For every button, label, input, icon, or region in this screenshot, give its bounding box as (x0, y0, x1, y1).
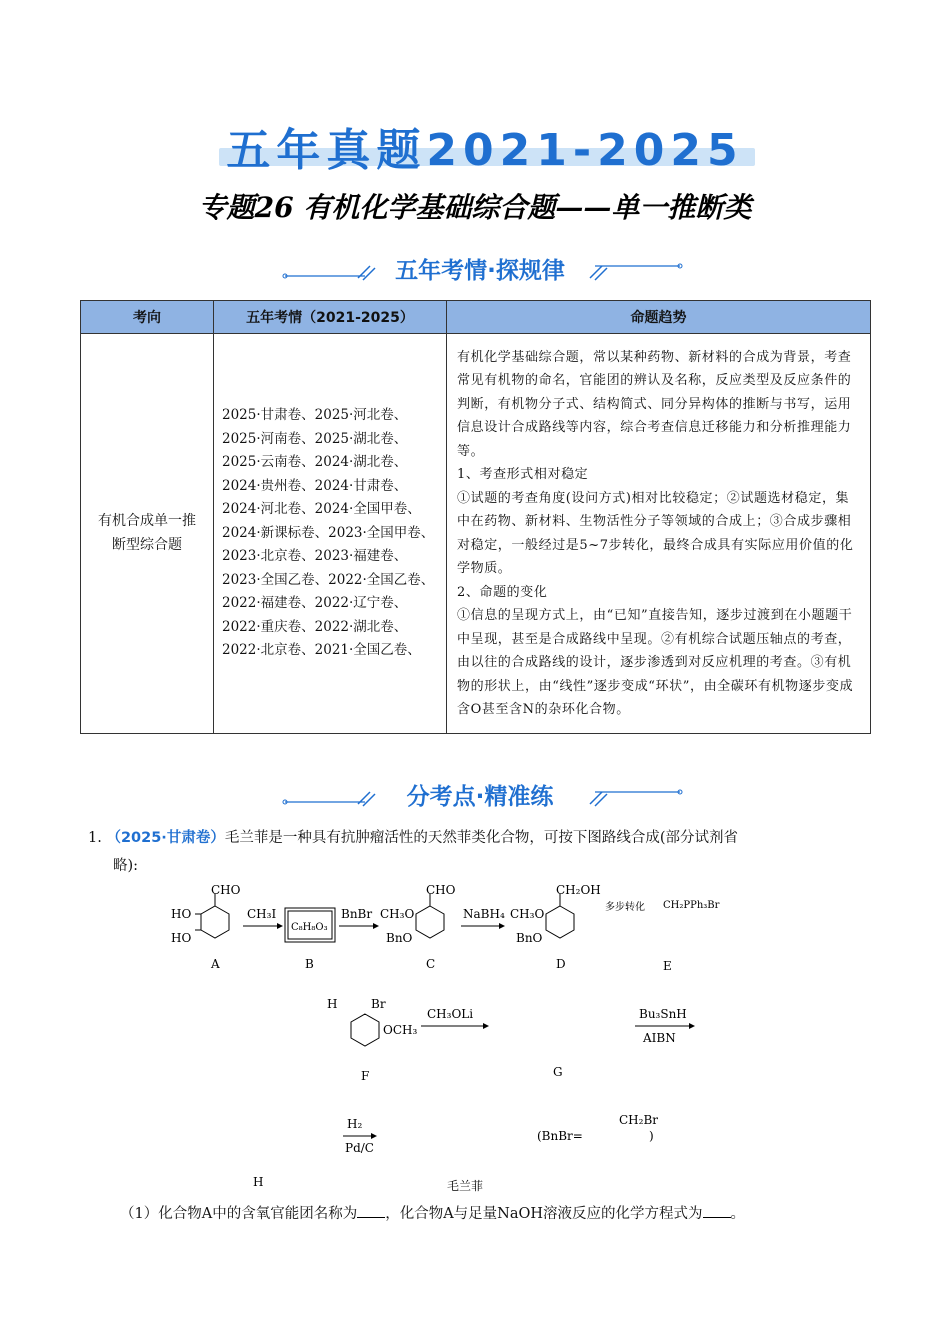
group-label: Br (371, 997, 386, 1011)
compound-A (171, 883, 241, 971)
compound-label: C (426, 957, 436, 971)
trend-para: ①信息的呈现方式上，由“已知”直接告知，逐步过渡到在小题题干中呈现，甚至是合成路线中呈现。②有机综合试题压轴点的考查，由以往的合成路线的设计，逐步渗透到对反应机理的考查。③有机物的形状上，由“线性”逐步变成“环状”，由全碳环有机物逐步变成含O甚至含N的杂环化合物。 (457, 608, 854, 717)
question-text: 毛兰菲是一种具有抗肿瘤活性的天然菲类化合物，可按下图路线合成(部分试剂省 (224, 830, 738, 846)
table-row (81, 334, 871, 734)
group-label: CH₂OH (556, 883, 601, 897)
trend-para: 2、命题的变化 (457, 584, 548, 600)
cell-trend (447, 334, 871, 734)
synthesis-scheme (165, 880, 725, 1200)
section-title: 五年考情·探规律 (395, 258, 565, 284)
group-label: CH₂Br (619, 1113, 659, 1127)
reagent-label: Pd/C (345, 1141, 374, 1155)
section-title: 分考点·精准练 (406, 784, 554, 810)
header-topic: 考向 (81, 301, 214, 334)
banner-text: 五年真题2021-2025 (226, 125, 744, 176)
compound-H (253, 1175, 263, 1189)
question-text-continued: 略): (113, 858, 139, 874)
group-label: BnO (516, 931, 543, 945)
group-label: H (327, 997, 338, 1011)
reagent-label: CH₃OLi (427, 1007, 474, 1021)
compound-D (510, 883, 601, 971)
arrow-4 (421, 1007, 489, 1029)
compound-label: E (663, 959, 672, 973)
compound-E-inline (605, 900, 720, 973)
reagent-label: AIBN (643, 1031, 676, 1045)
reagent-label: CH₃I (247, 907, 277, 921)
reagent-label: Bu₃SnH (639, 1007, 687, 1021)
group-label: HO (171, 931, 192, 945)
arrow-1 (243, 907, 283, 929)
group-label: BnO (386, 931, 413, 945)
compound-label: A (211, 957, 220, 971)
question-source: （2025·甘肃卷） (106, 830, 225, 846)
reagent-label: H₂ (347, 1117, 363, 1131)
group-label: (BnBr= (537, 1129, 583, 1143)
arrow-3 (461, 907, 505, 929)
group-label: HO (171, 907, 192, 921)
compound-B (285, 908, 335, 971)
answer-blank[interactable] (703, 1203, 731, 1218)
compound-label: H (253, 1175, 264, 1189)
reagent-label: 多步转化 (605, 902, 645, 913)
sub-question-1 (120, 1202, 745, 1223)
group-label: CH₂PPh₃Br (663, 900, 720, 911)
header-trend: 命题趋势 (447, 301, 871, 334)
compound-label: G (553, 1065, 563, 1079)
trend-para: ①试题的考查角度(设问方式)相对比较稳定；②试题选材稳定，集中在药物、新材料、生物活性分子等领域的合成上；③合成步骤相对稳定，一般经过是5~7步转化，最终合成具有实际应用价值的化学物质。 (457, 490, 854, 576)
product-maolanfei (447, 1178, 483, 1193)
arrow-2 (339, 907, 379, 929)
trend-para: 有机化学基础综合题，常以某种药物、新材料的合成为背景，考查常见有机物的命名，官能团的辨认及名称，反应类型及反应条件的判断，有机物分子式、结构简式、同分异构体的推断与书写，运用信息设计合成路线等内容，综合考查信息迁移能力和分析推理能力等。 (457, 349, 852, 459)
compound-G (553, 1065, 563, 1079)
question-1 (88, 824, 878, 880)
bnbr-definition (537, 1113, 658, 1143)
reagent-label: NaBH₄ (463, 907, 505, 921)
compound-label: D (556, 957, 566, 971)
compound-label: 毛兰菲 (447, 1179, 484, 1193)
document-title: 专题26 有机化学基础综合题——单一推断类 (198, 191, 752, 224)
group-label: CH₃O (380, 907, 415, 921)
compound-F (327, 997, 417, 1083)
arrow-6 (343, 1117, 377, 1155)
exam-trend-table (80, 300, 871, 734)
trend-para: 1、考查形式相对稳定 (457, 467, 589, 482)
reagent-label: BnBr (341, 907, 373, 921)
group-label: ) (649, 1129, 654, 1143)
section-heading-trends (270, 250, 690, 290)
table-header-row (81, 301, 871, 334)
question-number: 1. (88, 830, 102, 846)
cell-years: 2025·甘肃卷、2025·河北卷、2025·河南卷、2025·湖北卷、2025·云南卷、2024·湖北卷、2024·贵州卷、2024·甘肃卷、2024·河北卷、2024·全国甲卷、2024·新课标卷、2023·全国甲卷、2023·北京卷、2023·福建卷、2023·全国乙卷、2022·全国乙卷、2022·福建卷、2022·辽宁卷、2022·重庆卷、2022·湖北卷、2022·北京卷、2021·全国乙卷、 (214, 334, 447, 734)
header-banner (215, 112, 755, 174)
sub-question-text: ，化合物A与足量NaOH溶液反应的化学方程式为 (385, 1206, 703, 1222)
sub-question-text: （1）化合物A中的含氧官能团名称为 (120, 1206, 358, 1222)
sub-question-text: 。 (730, 1206, 746, 1222)
cell-topic: 有机合成单一推断型综合题 (81, 334, 214, 734)
group-label: CH₃O (510, 907, 545, 921)
compound-label: B (305, 957, 314, 971)
formula-B: C₈H₈O₃ (291, 922, 328, 933)
section-heading-practice (270, 776, 690, 816)
group-label: CHO (426, 883, 456, 897)
answer-blank[interactable] (357, 1203, 385, 1218)
compound-label: F (361, 1069, 370, 1083)
header-years: 五年考情（2021-2025） (214, 301, 447, 334)
group-label: OCH₃ (383, 1023, 418, 1037)
compound-C (380, 883, 456, 971)
arrow-5 (635, 1007, 695, 1045)
group-label: CHO (211, 883, 241, 897)
